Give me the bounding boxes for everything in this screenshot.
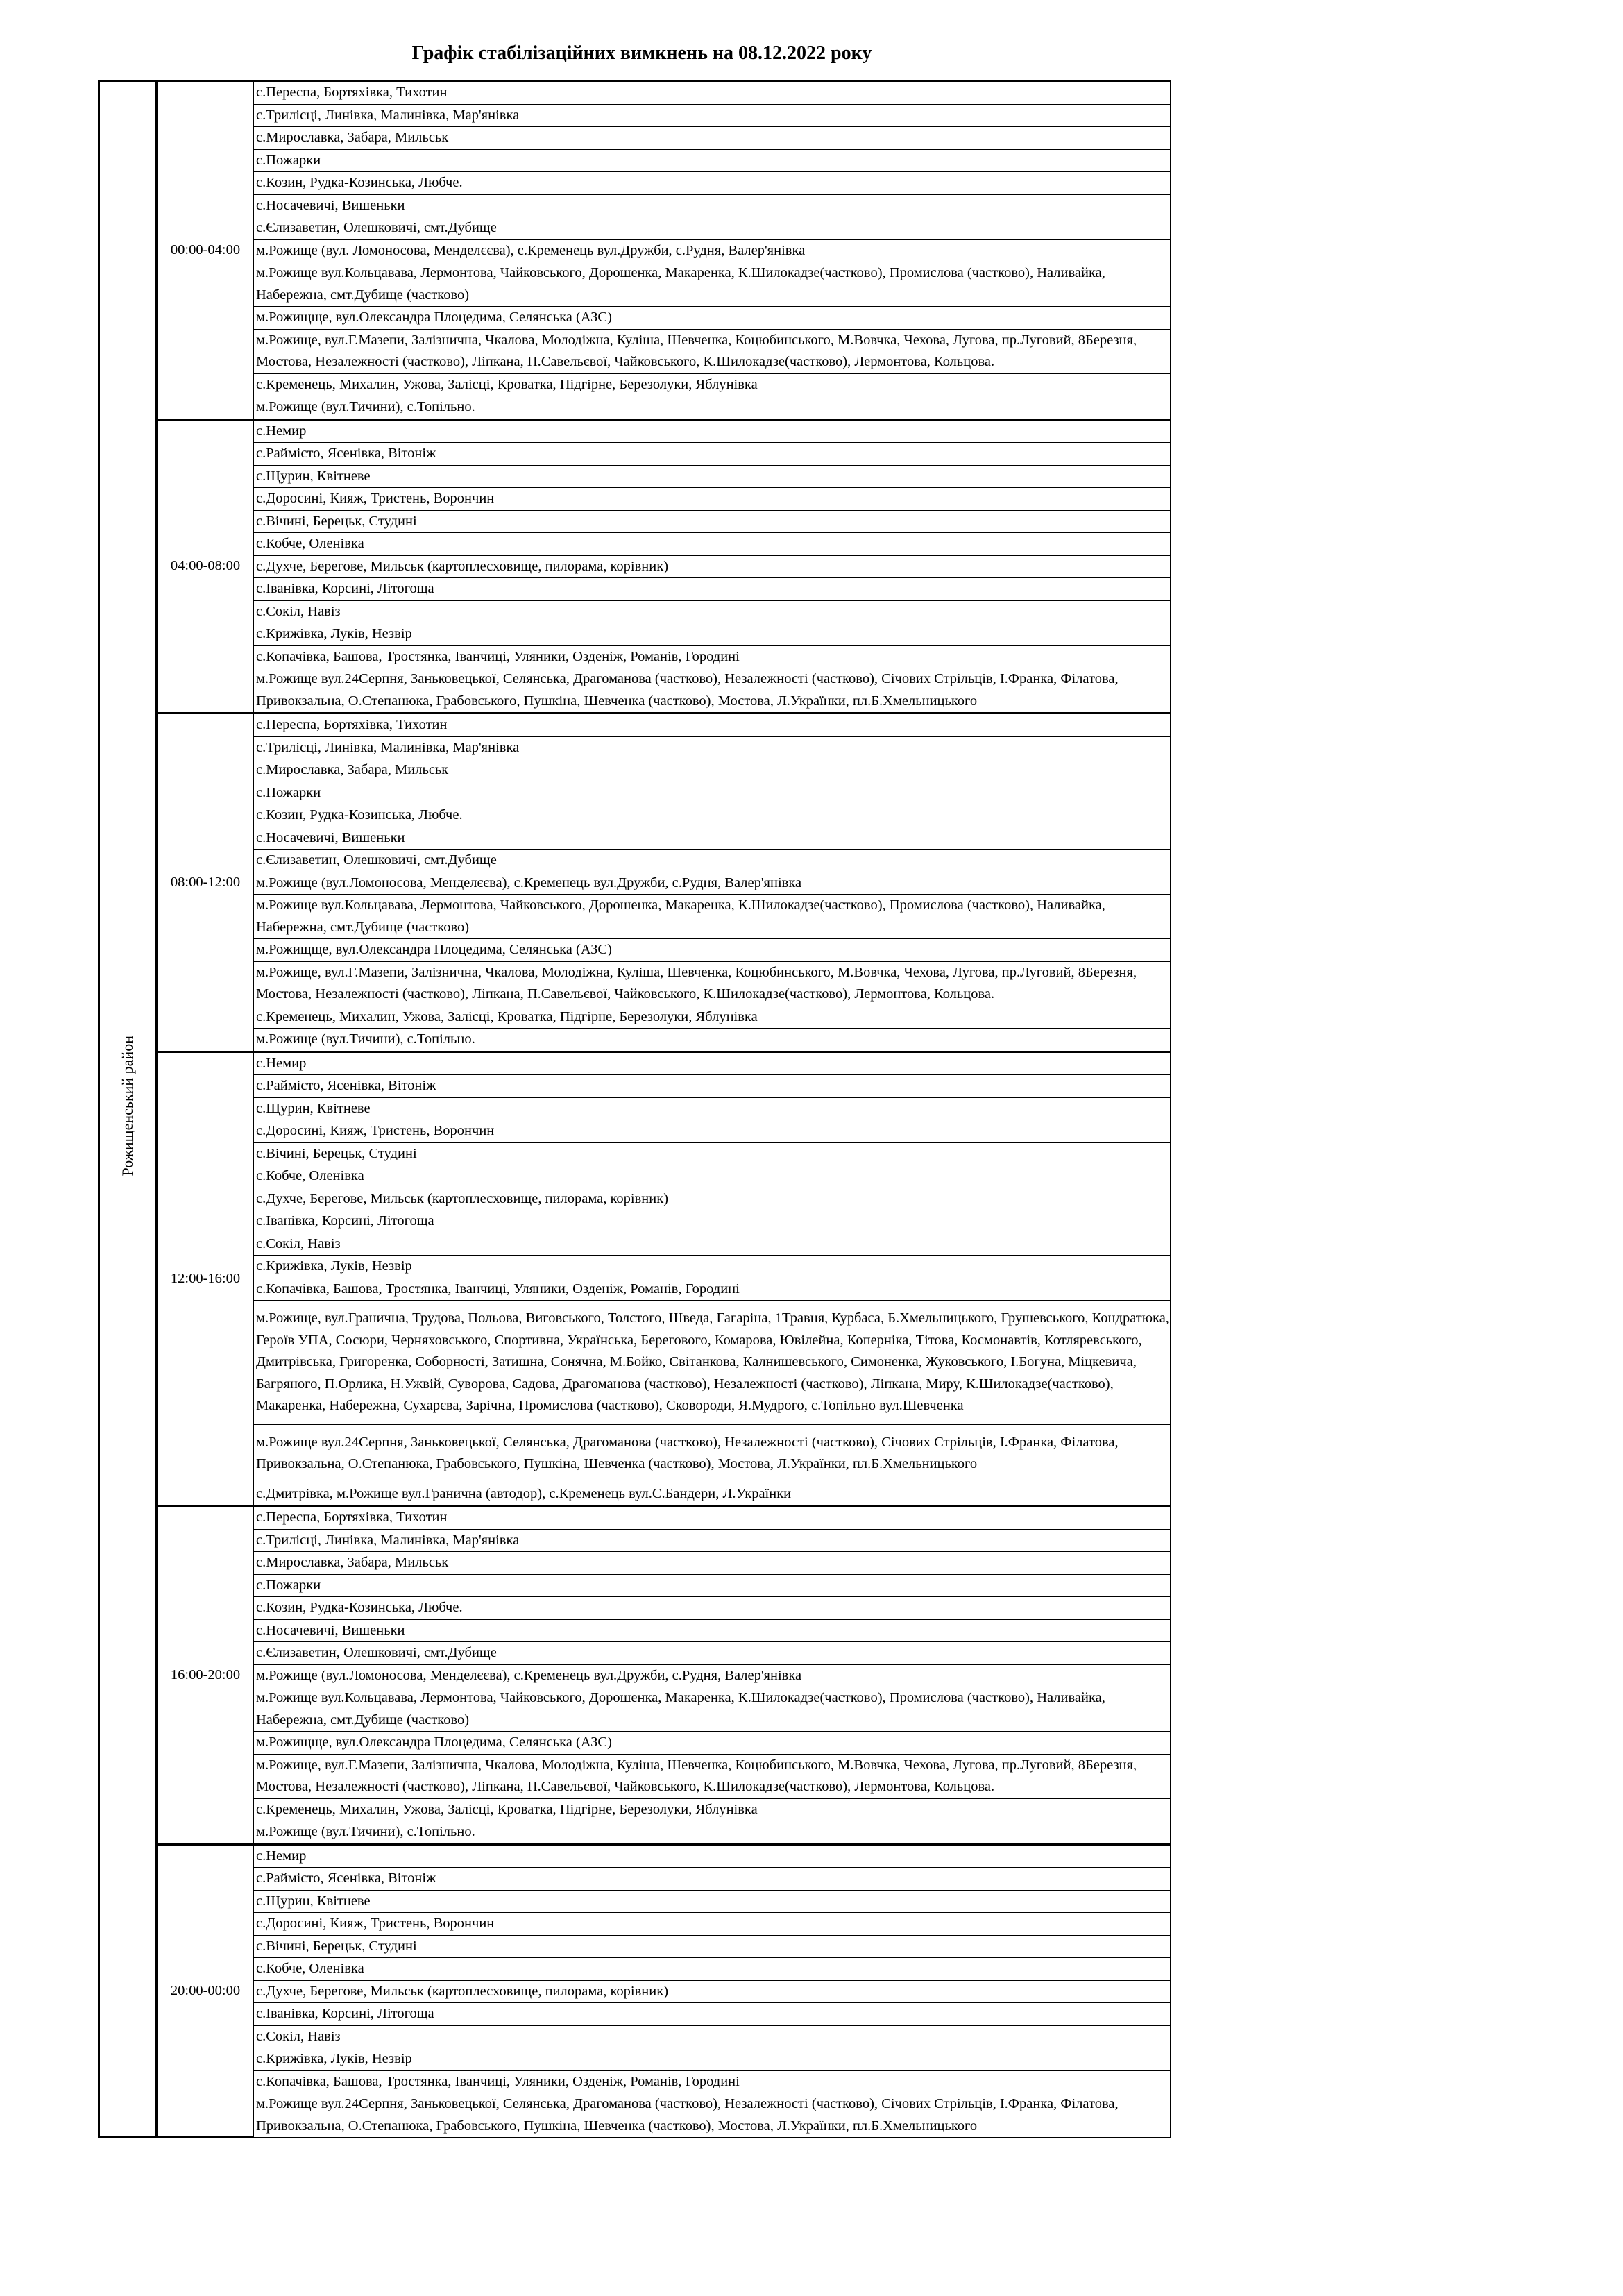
table-row: [99, 1233, 1171, 1256]
location-cell: с.Раймісто, Ясенівка, Вітоніж: [254, 1868, 1171, 1891]
location-cell: м.Рожище вул.Кольцавава, Лермонтова, Чайковського, Дорошенка, Макаренка, К.Шилокадзе(частково), Промислова (частково), Наливайка, Набережна, смт.Дубище (частково): [254, 1687, 1171, 1732]
table-row: [99, 1552, 1171, 1575]
location-cell: м.Рожище вул.24Серпня, Заньковецької, Селянська, Драгоманова (частково), Незалежності (частково), Січових Стрільців, І.Франка, Філатова, Привокзальна, О.Степанюка, Грабовського, Пушкіна, Шевченка (частково), Мостова, Л.Українки, пл.Б.Хмельницького: [254, 1424, 1171, 1483]
location-cell: с.Носачевичі, Вишеньки: [254, 1619, 1171, 1642]
table-row: [99, 578, 1171, 601]
location-cell: с.Єлизаветин, Олешковичі, смт.Дубище: [254, 850, 1171, 872]
location-cell: с.Пожарки: [254, 1574, 1171, 1597]
location-cell: с.Кременець, Михалин, Ужова, Залісці, Кроватка, Підгірне, Березолуки, Яблунівка: [254, 1006, 1171, 1029]
time-slot-cell: 12:00-16:00: [157, 1052, 254, 1506]
location-cell: с.Крижівка, Луків, Незвір: [254, 2048, 1171, 2071]
location-cell: с.Доросині, Кияж, Тристень, Ворончин: [254, 1120, 1171, 1143]
location-cell: м.Рожище (вул.Тичини), с.Топільно.: [254, 1821, 1171, 1845]
table-row: [99, 510, 1171, 533]
location-cell: с.Духче, Берегове, Мильськ (картоплесховище, пилорама, корівник): [254, 555, 1171, 578]
table-row: [99, 1188, 1171, 1210]
location-cell: с.Копачівка, Башова, Тростянка, Іванчиці, Уляники, Озденіж, Романів, Городині: [254, 2070, 1171, 2093]
table-row: [99, 645, 1171, 668]
location-cell: с.Носачевичі, Вишеньки: [254, 827, 1171, 850]
table-row: [99, 2048, 1171, 2071]
location-cell: с.Крижівка, Луків, Незвір: [254, 623, 1171, 646]
table-row: [99, 1597, 1171, 1620]
table-row: [99, 759, 1171, 782]
location-cell: с.Пожарки: [254, 782, 1171, 804]
table-row: [99, 1120, 1171, 1143]
table-row: [99, 2025, 1171, 2048]
location-cell: с.Трилісці, Линівка, Малинівка, Мар'янівка: [254, 736, 1171, 759]
table-row: [99, 782, 1171, 804]
time-slot-cell: 20:00-00:00: [157, 1844, 254, 2138]
location-cell: с.Іванівка, Корсині, Літогоща: [254, 1210, 1171, 1233]
location-cell: м.Рожище (вул.Тичини), с.Топільно.: [254, 1029, 1171, 1052]
table-row: [99, 1574, 1171, 1597]
page-title: Графік стабілізаційних вимкнень на 08.12.2022 року: [411, 42, 872, 64]
location-cell: м.Рожище, вул.Г.Мазепи, Залізнична, Чкалова, Молодіжна, Куліша, Шевченка, Коцюбинського, М.Вовчка, Чехова, Лугова, пр.Луговий, 8Березня, Мостова, Незалежності (частково), Ліпкана, П.Савельєвої, Чайковського, К.Шилокадзе(частково), Лермонтова, Кольцова.: [254, 961, 1171, 1006]
location-cell: м.Рожище вул.24Серпня, Заньковецької, Селянська, Драгоманова (частково), Незалежності (частково), Січових Стрільців, І.Франка, Філатова, Привокзальна, О.Степанюка, Грабовського, Пушкіна, Шевченка (частково), Мостова, Л.Українки, пл.Б.Хмельницького: [254, 668, 1171, 714]
table-row: [99, 1075, 1171, 1098]
location-cell: с.Сокіл, Навіз: [254, 2025, 1171, 2048]
district-cell: [99, 81, 157, 2138]
table-row: [99, 1958, 1171, 1981]
table-row: [99, 1664, 1171, 1687]
table-row: [99, 419, 1171, 443]
table-row: [99, 1165, 1171, 1188]
location-cell: с.Мирославка, Забара, Мильськ: [254, 759, 1171, 782]
table-row: [99, 850, 1171, 872]
time-slot-cell: 08:00-12:00: [157, 714, 254, 1052]
location-cell: с.Раймісто, Ясенівка, Вітоніж: [254, 443, 1171, 466]
location-cell: с.Мирославка, Забара, Мильськ: [254, 1552, 1171, 1575]
location-cell: с.Трилісці, Линівка, Малинівка, Мар'янівка: [254, 104, 1171, 127]
table-row: [99, 1483, 1171, 1506]
location-cell: с.Трилісці, Линівка, Малинівка, Мар'янівка: [254, 1529, 1171, 1552]
table-row: [99, 2070, 1171, 2093]
table-row: [99, 1424, 1171, 1483]
location-cell: с.Кобче, Оленівка: [254, 533, 1171, 556]
table-row: [99, 1210, 1171, 1233]
table-row: [99, 961, 1171, 1006]
table-row: [99, 262, 1171, 307]
table-row: [99, 2003, 1171, 2026]
table-row: [99, 736, 1171, 759]
schedule-table: [98, 80, 1171, 2138]
location-cell: с.Єлизаветин, Олешковичі, смт.Дубище: [254, 1642, 1171, 1665]
location-cell: с.Кременець, Михалин, Ужова, Залісці, Кроватка, Підгірне, Березолуки, Яблунівка: [254, 373, 1171, 396]
table-row: [99, 1687, 1171, 1732]
table-row: [99, 804, 1171, 827]
table-row: [99, 1980, 1171, 2003]
location-cell: с.Козин, Рудка-Козинська, Любче.: [254, 172, 1171, 195]
table-row: [99, 396, 1171, 420]
table-row: [99, 939, 1171, 962]
table-row: [99, 194, 1171, 217]
location-cell: с.Щурин, Квітневе: [254, 1097, 1171, 1120]
table-row: [99, 895, 1171, 939]
table-row: [99, 600, 1171, 623]
location-cell: с.Щурин, Квітневе: [254, 465, 1171, 488]
location-cell: с.Дмитрівка, м.Рожище вул.Гранична (автодор), с.Кременець вул.С.Бандери, Л.Українки: [254, 1483, 1171, 1506]
location-cell: с.Носачевичі, Вишеньки: [254, 194, 1171, 217]
location-cell: с.Переспа, Бортяхівка, Тихотин: [254, 1506, 1171, 1530]
table-row: [99, 465, 1171, 488]
location-cell: м.Рожищще, вул.Олександра Плоцедима, Селянська (АЗС): [254, 939, 1171, 962]
location-cell: с.Немир: [254, 419, 1171, 443]
time-slot-cell: 00:00-04:00: [157, 81, 254, 420]
location-cell: м.Рожищще, вул.Олександра Плоцедима, Селянська (АЗС): [254, 307, 1171, 330]
location-cell: м.Рожище, вул.Г.Мазепи, Залізнична, Чкалова, Молодіжна, Куліша, Шевченка, Коцюбинського, М.Вовчка, Чехова, Лугова, пр.Луговий, 8Березня, Мостова, Незалежності (частково), Ліпкана, П.Савельєвої, Чайковського, К.Шилокадзе(частково), Лермонтова, Кольцова.: [254, 329, 1171, 373]
location-cell: с.Кобче, Оленівка: [254, 1958, 1171, 1981]
location-cell: с.Духче, Берегове, Мильськ (картоплесховище, пилорама, корівник): [254, 1980, 1171, 2003]
location-cell: с.Вічині, Берецьк, Студині: [254, 510, 1171, 533]
location-cell: м.Рожище вул.Кольцавава, Лермонтова, Чайковського, Дорошенка, Макаренка, К.Шилокадзе(частково), Промислова (частково), Наливайка, Набережна, смт.Дубище (частково): [254, 895, 1171, 939]
location-cell: м.Рожище вул.Кольцавава, Лермонтова, Чайковського, Дорошенка, Макаренка, К.Шилокадзе(частково), Промислова (частково), Наливайка, Набережна, смт.Дубище (частково): [254, 262, 1171, 307]
location-cell: с.Немир: [254, 1052, 1171, 1075]
location-cell: с.Копачівка, Башова, Тростянка, Іванчиці, Уляники, Озденіж, Романів, Городині: [254, 645, 1171, 668]
location-cell: с.Козин, Рудка-Козинська, Любче.: [254, 1597, 1171, 1620]
location-cell: с.Немир: [254, 1844, 1171, 1868]
table-row: [99, 1529, 1171, 1552]
table-row: [99, 1029, 1171, 1052]
table-row: [99, 149, 1171, 172]
time-slot-cell: 04:00-08:00: [157, 419, 254, 714]
table-row: [99, 872, 1171, 895]
table-row: [99, 1821, 1171, 1845]
table-row: [99, 1913, 1171, 1936]
table-row: [99, 127, 1171, 150]
table-row: [99, 307, 1171, 330]
location-cell: с.Щурин, Квітневе: [254, 1890, 1171, 1913]
table-row: [99, 104, 1171, 127]
table-row: [99, 714, 1171, 737]
location-cell: с.Козин, Рудка-Козинська, Любче.: [254, 804, 1171, 827]
table-row: [99, 443, 1171, 466]
location-cell: с.Кобче, Оленівка: [254, 1165, 1171, 1188]
table-row: [99, 1890, 1171, 1913]
location-cell: м.Рожище (вул.Тичини), с.Топільно.: [254, 396, 1171, 420]
location-cell: с.Доросині, Кияж, Тристень, Ворончин: [254, 488, 1171, 511]
location-cell: с.Доросині, Кияж, Тристень, Ворончин: [254, 1913, 1171, 1936]
location-cell: с.Раймісто, Ясенівка, Вітоніж: [254, 1075, 1171, 1098]
table-row: [99, 1935, 1171, 1958]
location-cell: с.Вічині, Берецьк, Студині: [254, 1935, 1171, 1958]
location-cell: с.Кременець, Михалин, Ужова, Залісці, Кроватка, Підгірне, Березолуки, Яблунівка: [254, 1798, 1171, 1821]
table-row: [99, 1868, 1171, 1891]
table-row: [99, 329, 1171, 373]
location-cell: с.Копачівка, Башова, Тростянка, Іванчиці, Уляники, Озденіж, Романів, Городині: [254, 1278, 1171, 1301]
table-row: [99, 81, 1171, 105]
table-row: [99, 2093, 1171, 2138]
table-row: [99, 1301, 1171, 1425]
table-row: [99, 1642, 1171, 1665]
district-label: Рожищенський район: [119, 1035, 137, 1176]
location-cell: с.Сокіл, Навіз: [254, 600, 1171, 623]
location-cell: м.Рожище, вул.Гранична, Трудова, Польова, Виговського, Толстого, Шведа, Гагаріна, 1Травня, Курбаса, Б.Хмельницького, Грушевського, Кондратюка, Героїв УПА, Сосюри, Черняховського, Спортивна, Українська, Берегового, Комарова, Ювілейна, Коперніка, Тітова, Космонавтів, Котляревського, Дмитрівська, Григоренка, Соборності, Затишна, Сонячна, М.Бойко, Світанкова, Калнишевського, Симоненка, Жуковського, І.Богуна, Міцкевича, Багряного, П.Орлика, Н.Ужвій, Суворова, Садова, Драгоманова (частково), Незалежності (частково), Ліпкана, Миру, К.Шилокадзе(частково), Макаренка, Набережна, Сухарєва, Зарічна, Промислова (частково), Сковороди, Я.Мудрого, с.Топільно вул.Шевченка: [254, 1301, 1171, 1425]
table-row: [99, 533, 1171, 556]
location-cell: с.Крижівка, Луків, Незвір: [254, 1256, 1171, 1278]
table-row: [99, 623, 1171, 646]
location-cell: с.Переспа, Бортяхівка, Тихотин: [254, 714, 1171, 737]
table-row: [99, 1142, 1171, 1165]
location-cell: м.Рожище вул.24Серпня, Заньковецької, Селянська, Драгоманова (частково), Незалежності (частково), Січових Стрільців, І.Франка, Філатова, Привокзальна, О.Степанюка, Грабовського, Пушкіна, Шевченка (частково), Мостова, Л.Українки, пл.Б.Хмельницького: [254, 2093, 1171, 2138]
table-row: [99, 1732, 1171, 1755]
location-cell: с.Переспа, Бортяхівка, Тихотин: [254, 81, 1171, 105]
table-row: [99, 373, 1171, 396]
table-row: [99, 217, 1171, 240]
location-cell: м.Рожище (вул. Ломоносова, Менделєєва), с.Кременець вул.Дружби, с.Рудня, Валер'янівка: [254, 239, 1171, 262]
table-row: [99, 1097, 1171, 1120]
location-cell: с.Єлизаветин, Олешковичі, смт.Дубище: [254, 217, 1171, 240]
time-slot-cell: 16:00-20:00: [157, 1506, 254, 1845]
location-cell: м.Рожище (вул.Ломоносова, Менделєєва), с.Кременець вул.Дружби, с.Рудня, Валер'янівка: [254, 872, 1171, 895]
location-cell: с.Пожарки: [254, 149, 1171, 172]
table-row: [99, 172, 1171, 195]
location-cell: с.Вічині, Берецьк, Студині: [254, 1142, 1171, 1165]
location-cell: с.Сокіл, Навіз: [254, 1233, 1171, 1256]
location-cell: м.Рожищще, вул.Олександра Плоцедима, Селянська (АЗС): [254, 1732, 1171, 1755]
location-cell: с.Мирославка, Забара, Мильськ: [254, 127, 1171, 150]
table-row: [99, 827, 1171, 850]
table-row: [99, 1844, 1171, 1868]
table-row: [99, 668, 1171, 714]
table-row: [99, 1754, 1171, 1798]
table-row: [99, 555, 1171, 578]
location-cell: с.Іванівка, Корсині, Літогоща: [254, 2003, 1171, 2026]
schedule-table-body: [99, 81, 1171, 2138]
table-row: [99, 1006, 1171, 1029]
table-row: [99, 239, 1171, 262]
table-row: [99, 1619, 1171, 1642]
table-row: [99, 1052, 1171, 1075]
table-row: [99, 488, 1171, 511]
table-row: [99, 1278, 1171, 1301]
location-cell: с.Духче, Берегове, Мильськ (картоплесховище, пилорама, корівник): [254, 1188, 1171, 1210]
table-row: [99, 1798, 1171, 1821]
table-row: [99, 1506, 1171, 1530]
location-cell: м.Рожище (вул.Ломоносова, Менделєєва), с.Кременець вул.Дружби, с.Рудня, Валер'янівка: [254, 1664, 1171, 1687]
location-cell: м.Рожище, вул.Г.Мазепи, Залізнична, Чкалова, Молодіжна, Куліша, Шевченка, Коцюбинського, М.Вовчка, Чехова, Лугова, пр.Луговий, 8Березня, Мостова, Незалежності (частково), Ліпкана, П.Савельєвої, Чайковського, К.Шилокадзе(частково), Лермонтова, Кольцова.: [254, 1754, 1171, 1798]
table-row: [99, 1256, 1171, 1278]
location-cell: с.Іванівка, Корсині, Літогоща: [254, 578, 1171, 601]
